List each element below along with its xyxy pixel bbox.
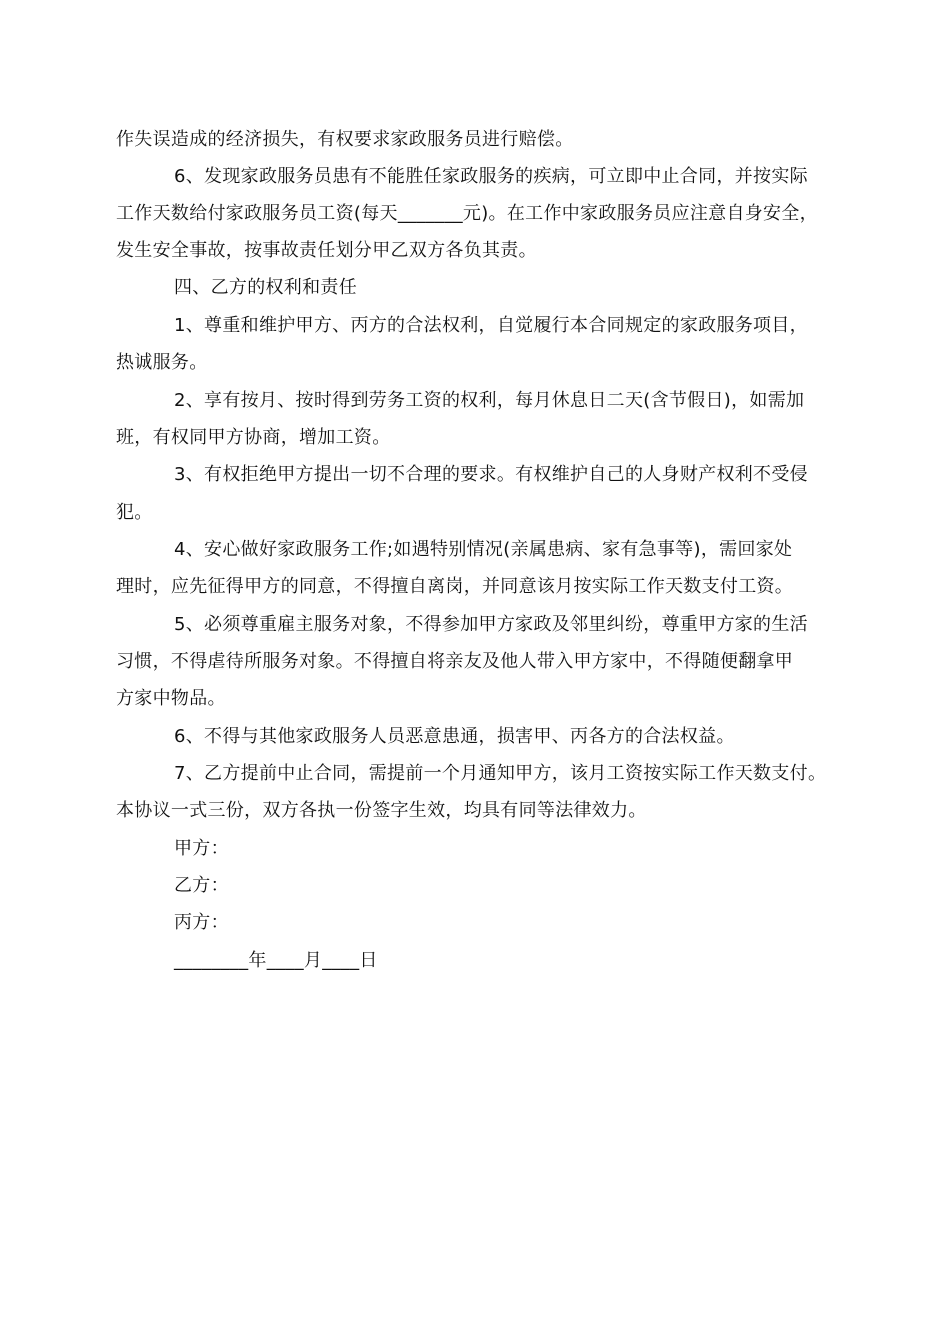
- section-heading: 四、乙方的权利和责任: [174, 277, 357, 298]
- text-line: 方家中物品。: [116, 688, 226, 709]
- text-line: 班，有权同甲方协商，增加工资。: [116, 427, 391, 448]
- text-line: 7、乙方提前中止合同，需提前一个月通知甲方，该月工资按实际工作天数支付。: [174, 763, 827, 784]
- signature-party-b: 乙方：: [174, 875, 229, 896]
- text-line: 习惯，不得虐待所服务对象。不得擅自将亲友及他人带入甲方家中，不得随便翻拿甲: [116, 651, 794, 672]
- text-line: 3、有权拒绝甲方提出一切不合理的要求。有权维护自己的人身财产权利不受侵: [174, 464, 808, 485]
- text-line: 6、发现家政服务员患有不能胜任家政服务的疾病，可立即中止合同，并按实际: [174, 166, 808, 187]
- text-line: 热诚服务。: [116, 352, 208, 373]
- date-line: ________年____月____日: [174, 950, 378, 971]
- signature-party-a: 甲方：: [174, 838, 229, 859]
- text-line: 5、必须尊重雇主服务对象，不得参加甲方家政及邻里纠纷，尊重甲方家的生活: [174, 614, 808, 635]
- signature-party-c: 丙方：: [174, 912, 229, 933]
- text-line: 1、尊重和维护甲方、丙方的合法权利，自觉履行本合同规定的家政服务项目，: [174, 315, 808, 336]
- text-line: 工作天数给付家政服务员工资(每天_______元)。在工作中家政服务员应注意自身安全，: [116, 203, 818, 224]
- text-line: 2、享有按月、按时得到劳务工资的权利，每月休息日二天(含节假日)，如需加: [174, 390, 805, 411]
- text-line: 理时，应先征得甲方的同意，不得擅自离岗，并同意该月按实际工作天数支付工资。: [116, 576, 794, 597]
- text-line: 6、不得与其他家政服务人员恶意患通，损害甲、丙各方的合法权益。: [174, 726, 735, 747]
- text-line: 犯。: [116, 502, 153, 523]
- text-line: 本协议一式三份，双方各执一份签字生效，均具有同等法律效力。: [116, 800, 647, 821]
- text-line: 4、安心做好家政服务工作;如遇特别情况(亲属患病、家有急事等)，需回家处: [174, 539, 793, 560]
- text-line: 发生安全事故，按事故责任划分甲乙双方各负其责。: [116, 240, 537, 261]
- text-line: 作失误造成的经济损失，有权要求家政服务员进行赔偿。: [116, 129, 574, 150]
